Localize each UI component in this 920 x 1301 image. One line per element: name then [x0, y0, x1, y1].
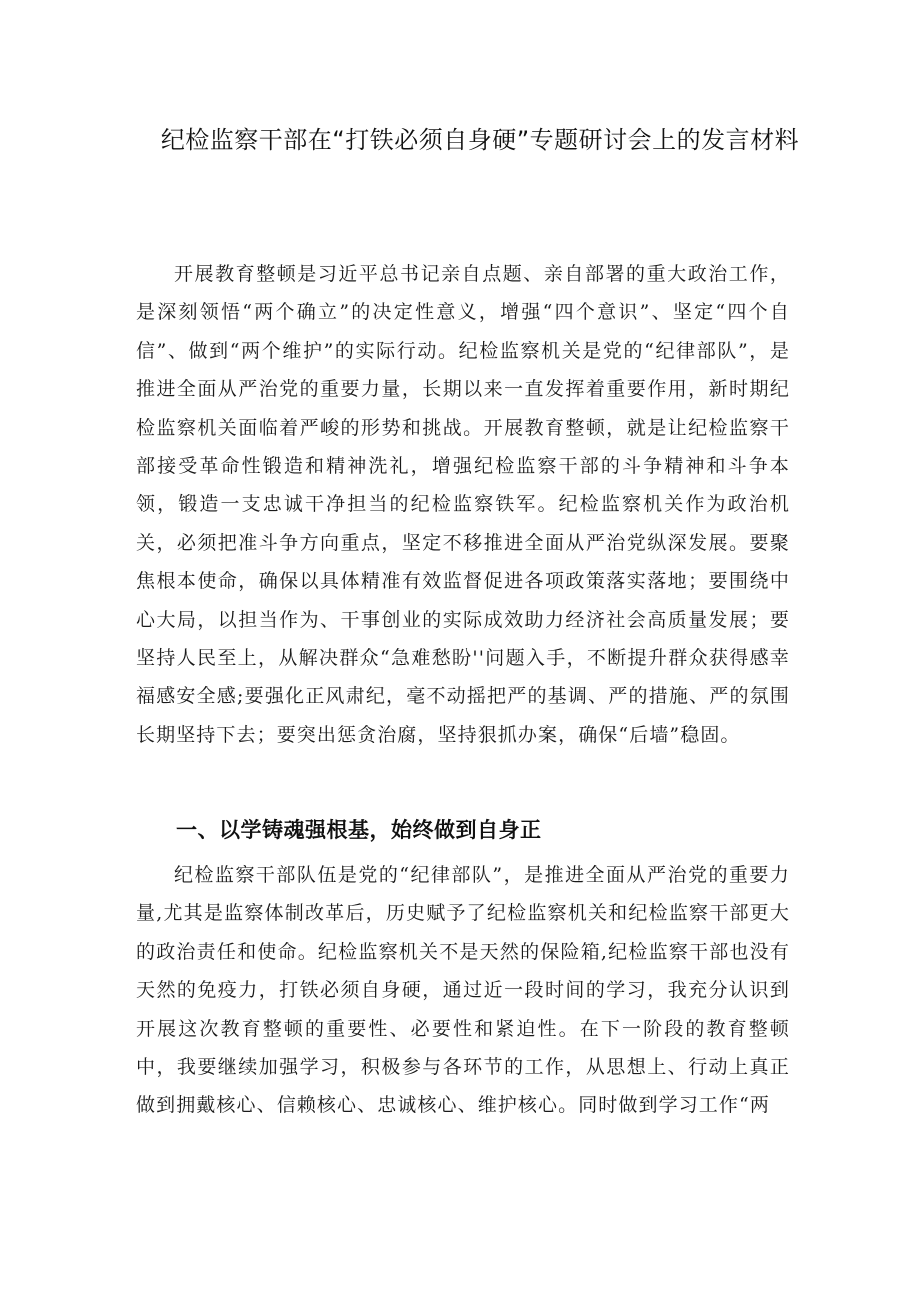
body-paragraph-intro: 开展教育整顿是习近平总书记亲自点题、亲自部署的重大政治工作，是深刻领悟“两个确立”的决定性意义，增强“四个意识”、坚定“四个自信”、做到“两个维护”的实际行动。纪检监察机关是党的“纪律部队”，是推进全面从严治党的重要力量，长期以来一直发挥着重要作用，新时期纪检监察机关面临着严峻的形势和挑战。开展教育整顿，就是让纪检监察干部接受革命性锻造和精神洗礼，增强纪检监察干部的斗争精神和斗争本领，锻造一支忠诚干净担当的纪检监察铁军。纪检监察机关作为政治机关，必须把准斗争方向重点，坚定不移推进全面从严治党纵深发展。要聚焦根本使命，确保以具体精准有效监督促进各项政策落实落地；要围绕中心大局，以担当作为、干事创业的实际成效助力经济社会高质量发展；要坚持人民至上，从解决群众“急难愁盼''问题入手，不断提升群众获得感幸福感安全感;要强化正风肃纪，毫不动摇把严的基调、严的措施、严的氛围长期坚持下去；要突出惩贪治腐，坚持狠抓办案，确保“后墙”稳固。 [136, 263, 790, 746]
body-paragraph-section-1: 纪检监察干部队伍是党的“纪律部队”，是推进全面从严治党的重要力量,尤其是监察体制改革后，历史赋予了纪检监察机关和纪检监察干部更大的政治责任和使命。纪检监察机关不是天然的保险箱,纪检监察干部也没有天然的免疫力，打铁必须自身硬，通过近一段时间的学习，我充分认识到开展这次教育整顿的重要性、必要性和紧迫性。在下一阶段的教育整顿中，我要继续加强学习，积极参与各环节的工作，从思想上、行动上真正做到拥戴核心、信赖核心、忠诚核心、维护核心。同时做到学习工作“两 [136, 864, 790, 1117]
document-title: 纪检监察干部在“打铁必须自身硬”专题研讨会上的发言材料 [160, 126, 800, 154]
section-heading-1: 一、以学铸魂强根基，始终做到自身正 [176, 818, 542, 842]
